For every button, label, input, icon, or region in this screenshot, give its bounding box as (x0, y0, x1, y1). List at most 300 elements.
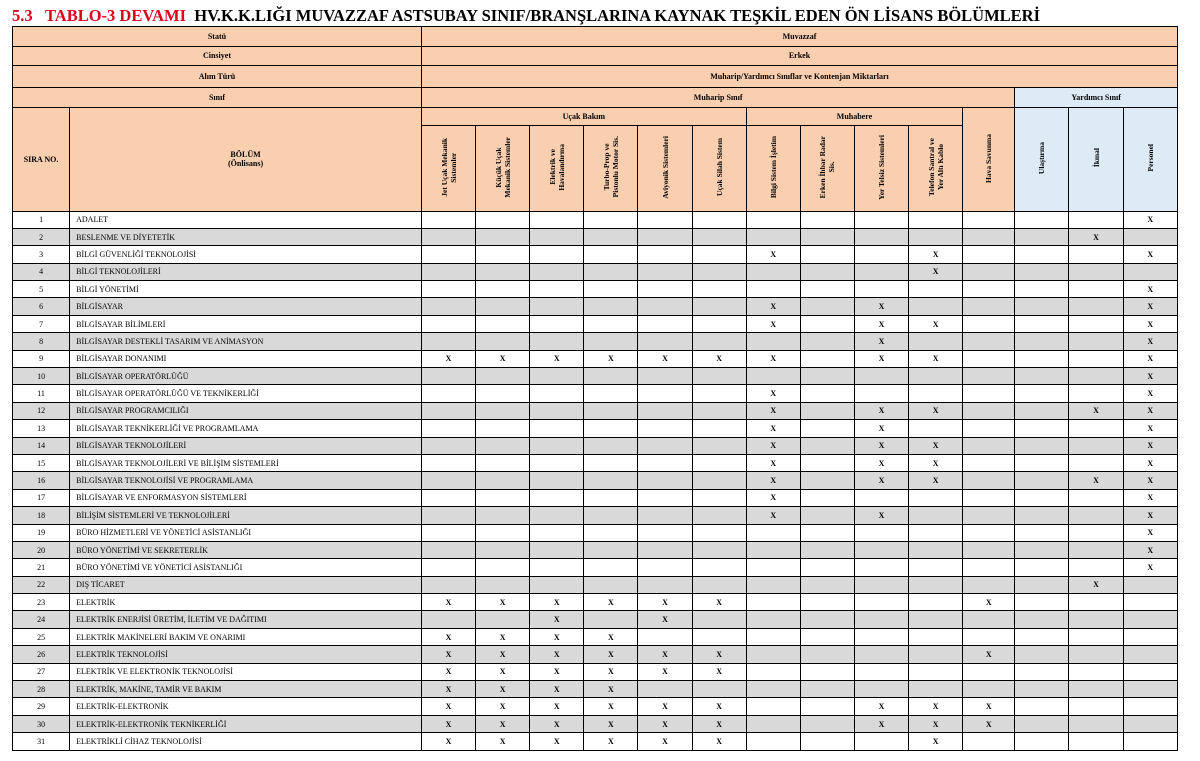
mark-cell: X (909, 715, 963, 732)
mark-cell: X (421, 646, 475, 663)
department-name: BİLGİSAYAR OPERATÖRLÜĞÜ (70, 368, 422, 385)
mark-cell (638, 524, 692, 541)
department-name: ELEKTRİK, MAKİNE, TAMİR VE BAKIM (70, 681, 422, 698)
mark-cell (1069, 437, 1123, 454)
mark-cell (692, 368, 746, 385)
ucak-bakim-label: Uçak Bakım (421, 107, 746, 125)
mark-cell (421, 402, 475, 419)
mark-cell (854, 368, 908, 385)
mark-cell: X (909, 350, 963, 367)
row-number: 22 (13, 576, 70, 593)
mark-cell: X (854, 420, 908, 437)
mark-cell (638, 298, 692, 315)
mark-cell (746, 733, 800, 750)
mark-cell (1069, 298, 1123, 315)
department-name: ELEKTRİK (70, 594, 422, 611)
table-row (13, 246, 1178, 263)
mark-cell (584, 420, 638, 437)
mark-cell (854, 541, 908, 558)
mark-cell (1015, 559, 1069, 576)
table-row (13, 350, 1178, 367)
mark-cell (963, 298, 1015, 315)
mark-cell (800, 576, 854, 593)
mark-cell: X (854, 437, 908, 454)
mark-cell (421, 437, 475, 454)
mark-cell (963, 628, 1015, 645)
mark-cell (909, 507, 963, 524)
mark-cell: X (963, 646, 1015, 663)
column-header: Hava Savunma (963, 107, 1015, 211)
mark-cell: X (476, 715, 530, 732)
mark-cell (1015, 350, 1069, 367)
mark-cell (530, 281, 584, 298)
mark-cell: X (530, 698, 584, 715)
mark-cell (692, 246, 746, 263)
table-title: HV.K.K.LIĞI MUVAZZAF ASTSUBAY SINIF/BRANŞLARINA KAYNAK TEŞKİL EDEN ÖN LİSANS BÖLÜMLERİ (194, 6, 1040, 25)
mark-cell: X (638, 733, 692, 750)
mark-cell (963, 385, 1015, 402)
mark-cell (1015, 298, 1069, 315)
mark-cell: X (909, 437, 963, 454)
department-name: BİLGİ TEKNOLOJİLERİ (70, 263, 422, 280)
mark-cell (584, 385, 638, 402)
bolum-header-sub: (Önlisans) (227, 159, 264, 168)
mark-cell (854, 733, 908, 750)
muharip-label: Muharip Sınıf (421, 88, 1014, 108)
mark-cell (530, 524, 584, 541)
mark-cell (800, 454, 854, 471)
mark-cell (909, 663, 963, 680)
mark-cell (800, 246, 854, 263)
mark-cell (1015, 385, 1069, 402)
mark-cell (530, 246, 584, 263)
mark-cell (692, 559, 746, 576)
column-header: Aviyonik Sistemleri (638, 125, 692, 211)
table-row (13, 507, 1178, 524)
table-row (13, 611, 1178, 628)
mark-cell: X (746, 385, 800, 402)
mark-cell (800, 315, 854, 332)
mark-cell (1069, 454, 1123, 471)
mark-cell (584, 576, 638, 593)
table-row (13, 524, 1178, 541)
mark-cell: X (963, 698, 1015, 715)
column-header: Personel (1123, 107, 1177, 211)
mark-cell (638, 437, 692, 454)
mark-cell: X (584, 646, 638, 663)
mark-cell (692, 211, 746, 228)
mark-cell (800, 350, 854, 367)
mark-cell (1015, 263, 1069, 280)
mark-cell (800, 333, 854, 350)
alim-row (13, 66, 1178, 88)
mark-cell: X (909, 263, 963, 280)
mark-cell (638, 559, 692, 576)
mark-cell (963, 211, 1015, 228)
table-row (13, 472, 1178, 489)
mark-cell: X (421, 733, 475, 750)
column-header: Elektrik ve Havalandırma (530, 125, 584, 211)
mark-cell: X (1123, 524, 1177, 541)
mark-cell (476, 263, 530, 280)
mark-cell: X (854, 698, 908, 715)
mark-cell (1015, 698, 1069, 715)
mark-cell (854, 663, 908, 680)
mark-cell (909, 298, 963, 315)
row-number: 10 (13, 368, 70, 385)
mark-cell (746, 211, 800, 228)
mark-cell (746, 698, 800, 715)
mark-cell: X (530, 594, 584, 611)
mark-cell: X (909, 472, 963, 489)
mark-cell: X (1123, 315, 1177, 332)
mark-cell (800, 594, 854, 611)
row-number: 28 (13, 681, 70, 698)
table-row (13, 211, 1178, 228)
mark-cell: X (584, 594, 638, 611)
mark-cell (638, 281, 692, 298)
department-name: BİLGİSAYAR TEKNOLOJİLERİ VE BİLİŞİM SİSTEMLERİ (70, 454, 422, 471)
mark-cell (1069, 489, 1123, 506)
mark-cell (746, 576, 800, 593)
mark-cell (746, 541, 800, 558)
mark-cell (1069, 698, 1123, 715)
mark-cell (909, 646, 963, 663)
department-name: BİLGİ GÜVENLİĞİ TEKNOLOJİSİ (70, 246, 422, 263)
mark-cell (1123, 228, 1177, 245)
mark-cell (963, 733, 1015, 750)
department-name: BÜRO HİZMETLERİ VE YÖNETİCİ ASİSTANLIĞI (70, 524, 422, 541)
mark-cell (584, 281, 638, 298)
table-row (13, 263, 1178, 280)
mark-cell (476, 507, 530, 524)
row-number: 1 (13, 211, 70, 228)
mark-cell: X (530, 733, 584, 750)
mark-cell (692, 507, 746, 524)
mark-cell (800, 559, 854, 576)
mark-cell: X (854, 454, 908, 471)
mark-cell (800, 715, 854, 732)
bolum-header (70, 107, 422, 211)
mark-cell (476, 611, 530, 628)
mark-cell (800, 211, 854, 228)
sira-no-header: SIRA NO. (13, 107, 70, 211)
mark-cell (1015, 333, 1069, 350)
column-header: Turbo-Prop ve Pistonlu Motor Sis. (584, 125, 638, 211)
mark-cell (1015, 628, 1069, 645)
table-row (13, 628, 1178, 645)
mark-cell (1015, 646, 1069, 663)
mark-cell (638, 228, 692, 245)
row-number: 21 (13, 559, 70, 576)
mark-cell (476, 437, 530, 454)
mark-cell (909, 681, 963, 698)
mark-cell (584, 263, 638, 280)
mark-cell (421, 507, 475, 524)
mark-cell (963, 524, 1015, 541)
mark-cell: X (963, 715, 1015, 732)
mark-cell: X (421, 663, 475, 680)
table-row (13, 681, 1178, 698)
mark-cell (530, 541, 584, 558)
column-header: Yer Telsiz Sistemleri (854, 125, 908, 211)
mark-cell (1123, 263, 1177, 280)
mark-cell: X (1069, 576, 1123, 593)
department-name: BİLGİSAYAR DONANIMI (70, 350, 422, 367)
table-row (13, 489, 1178, 506)
mark-cell (1015, 420, 1069, 437)
department-name: BİLGİSAYAR VE ENFORMASYON SİSTEMLERİ (70, 489, 422, 506)
mark-cell: X (476, 733, 530, 750)
mark-cell: X (638, 594, 692, 611)
mark-cell (1069, 559, 1123, 576)
mark-cell: X (1123, 437, 1177, 454)
row-number: 24 (13, 611, 70, 628)
mark-cell (692, 576, 746, 593)
department-name: ELEKTRİKLİ CİHAZ TEKNOLOJİSİ (70, 733, 422, 750)
mark-cell (638, 420, 692, 437)
mark-cell (421, 333, 475, 350)
mark-cell: X (746, 350, 800, 367)
mark-cell (854, 228, 908, 245)
mark-cell (963, 507, 1015, 524)
mark-cell (421, 576, 475, 593)
row-number: 26 (13, 646, 70, 663)
mark-cell (1015, 211, 1069, 228)
mark-cell (530, 420, 584, 437)
mark-cell: X (854, 472, 908, 489)
department-name: ELEKTRİK MAKİNELERİ BAKIM VE ONARIMI (70, 628, 422, 645)
mark-cell (1069, 541, 1123, 558)
mark-cell (963, 559, 1015, 576)
mark-cell (963, 402, 1015, 419)
mark-cell (476, 368, 530, 385)
mark-cell (476, 385, 530, 402)
mark-cell: X (963, 594, 1015, 611)
mark-cell (530, 559, 584, 576)
mark-cell (1015, 524, 1069, 541)
mark-cell (1069, 385, 1123, 402)
mark-cell (530, 368, 584, 385)
mark-cell (638, 333, 692, 350)
mark-cell (530, 472, 584, 489)
mark-cell (638, 576, 692, 593)
row-number: 30 (13, 715, 70, 732)
table-row (13, 576, 1178, 593)
mark-cell (530, 333, 584, 350)
mark-cell (963, 368, 1015, 385)
mark-cell: X (476, 681, 530, 698)
mark-cell (530, 454, 584, 471)
mark-cell (746, 628, 800, 645)
column-header: İkmal (1069, 107, 1123, 211)
row-number: 2 (13, 228, 70, 245)
mark-cell: X (476, 594, 530, 611)
mark-cell (584, 228, 638, 245)
mark-cell (1069, 420, 1123, 437)
mark-cell (1069, 715, 1123, 732)
mark-cell (800, 281, 854, 298)
mark-cell: X (1123, 559, 1177, 576)
mark-cell (746, 611, 800, 628)
mark-cell (854, 594, 908, 611)
mark-cell: X (854, 350, 908, 367)
mark-cell (963, 281, 1015, 298)
mark-cell (909, 559, 963, 576)
mark-cell (476, 576, 530, 593)
mark-cell (909, 228, 963, 245)
table-row (13, 663, 1178, 680)
mark-cell (530, 211, 584, 228)
mark-cell: X (1123, 246, 1177, 263)
table-row (13, 559, 1178, 576)
column-header: Ulaştırma (1015, 107, 1069, 211)
mark-cell (1015, 611, 1069, 628)
mark-cell (1123, 646, 1177, 663)
mark-cell: X (692, 733, 746, 750)
mark-cell (638, 628, 692, 645)
mark-cell (584, 298, 638, 315)
mark-cell (909, 368, 963, 385)
mark-cell (692, 541, 746, 558)
table-row (13, 454, 1178, 471)
mark-cell: X (692, 646, 746, 663)
mark-cell (1015, 402, 1069, 419)
mark-cell: X (530, 350, 584, 367)
mark-cell (584, 437, 638, 454)
mark-cell (692, 333, 746, 350)
mark-cell: X (476, 350, 530, 367)
mark-cell (584, 333, 638, 350)
mark-cell (800, 524, 854, 541)
mark-cell (584, 611, 638, 628)
mark-cell: X (1123, 541, 1177, 558)
statu-label: Statü (13, 27, 422, 47)
mark-cell (638, 385, 692, 402)
mark-cell: X (530, 646, 584, 663)
mark-cell (476, 211, 530, 228)
mark-cell (421, 611, 475, 628)
mark-cell (854, 576, 908, 593)
mark-cell (800, 228, 854, 245)
mark-cell: X (854, 333, 908, 350)
mark-cell (800, 298, 854, 315)
mark-cell (1015, 454, 1069, 471)
department-name: BİLGİSAYAR (70, 298, 422, 315)
table-row (13, 541, 1178, 558)
mark-cell (1069, 211, 1123, 228)
mark-cell: X (584, 715, 638, 732)
mark-cell: X (746, 437, 800, 454)
mark-cell (963, 489, 1015, 506)
mark-cell (963, 681, 1015, 698)
mark-cell (421, 263, 475, 280)
mark-cell (746, 715, 800, 732)
mark-cell: X (476, 698, 530, 715)
row-number: 16 (13, 472, 70, 489)
department-name: ELEKTRİK-ELEKTRONİK TEKNİKERLİĞİ (70, 715, 422, 732)
mark-cell (692, 402, 746, 419)
mark-cell: X (692, 350, 746, 367)
mark-cell: X (638, 611, 692, 628)
mark-cell (800, 385, 854, 402)
table-row (13, 333, 1178, 350)
mark-cell (638, 472, 692, 489)
mark-cell (530, 263, 584, 280)
mark-cell (800, 489, 854, 506)
mark-cell (421, 420, 475, 437)
mark-cell (530, 298, 584, 315)
row-number: 6 (13, 298, 70, 315)
mark-cell (800, 368, 854, 385)
mark-cell (800, 472, 854, 489)
row-number: 8 (13, 333, 70, 350)
mark-cell (530, 315, 584, 332)
mark-cell (476, 454, 530, 471)
mark-cell (963, 228, 1015, 245)
row-number: 19 (13, 524, 70, 541)
bolum-header-label: BÖLÜM (230, 150, 261, 159)
mark-cell (421, 541, 475, 558)
mark-cell (963, 611, 1015, 628)
department-name: BESLENME VE DİYETETİK (70, 228, 422, 245)
mark-cell (1069, 368, 1123, 385)
table-row (13, 298, 1178, 315)
mark-cell: X (746, 507, 800, 524)
mark-cell: X (530, 681, 584, 698)
cinsiyet-row (13, 46, 1178, 66)
mark-cell (421, 524, 475, 541)
mark-cell (854, 559, 908, 576)
mark-cell: X (421, 715, 475, 732)
table-label: TABLO-3 DEVAMI (45, 6, 187, 25)
mark-cell (1123, 715, 1177, 732)
department-name: BİLGİSAYAR TEKNOLOJİSİ VE PROGRAMLAMA (70, 472, 422, 489)
table-row (13, 715, 1178, 732)
mark-cell: X (1123, 281, 1177, 298)
mark-cell (584, 246, 638, 263)
mark-cell (746, 559, 800, 576)
department-name: ADALET (70, 211, 422, 228)
mark-cell: X (1123, 298, 1177, 315)
mark-cell (1015, 472, 1069, 489)
mark-cell (638, 211, 692, 228)
mark-cell (638, 454, 692, 471)
mark-cell (421, 246, 475, 263)
mark-cell: X (530, 663, 584, 680)
row-number: 13 (13, 420, 70, 437)
mark-cell (692, 472, 746, 489)
mark-cell (854, 263, 908, 280)
row-number: 15 (13, 454, 70, 471)
mark-cell (476, 541, 530, 558)
mark-cell (854, 281, 908, 298)
mark-cell (963, 472, 1015, 489)
mark-cell: X (746, 420, 800, 437)
column-header: Telefon Santral ve Yer Altı Kablo (909, 125, 963, 211)
mark-cell (854, 385, 908, 402)
mark-cell: X (1123, 507, 1177, 524)
page-heading (12, 6, 1040, 26)
mark-cell (1069, 281, 1123, 298)
mark-cell: X (692, 698, 746, 715)
mark-cell (584, 559, 638, 576)
mark-cell (638, 541, 692, 558)
table-row (13, 437, 1178, 454)
mark-cell (421, 454, 475, 471)
mark-cell (746, 228, 800, 245)
mark-cell (963, 350, 1015, 367)
